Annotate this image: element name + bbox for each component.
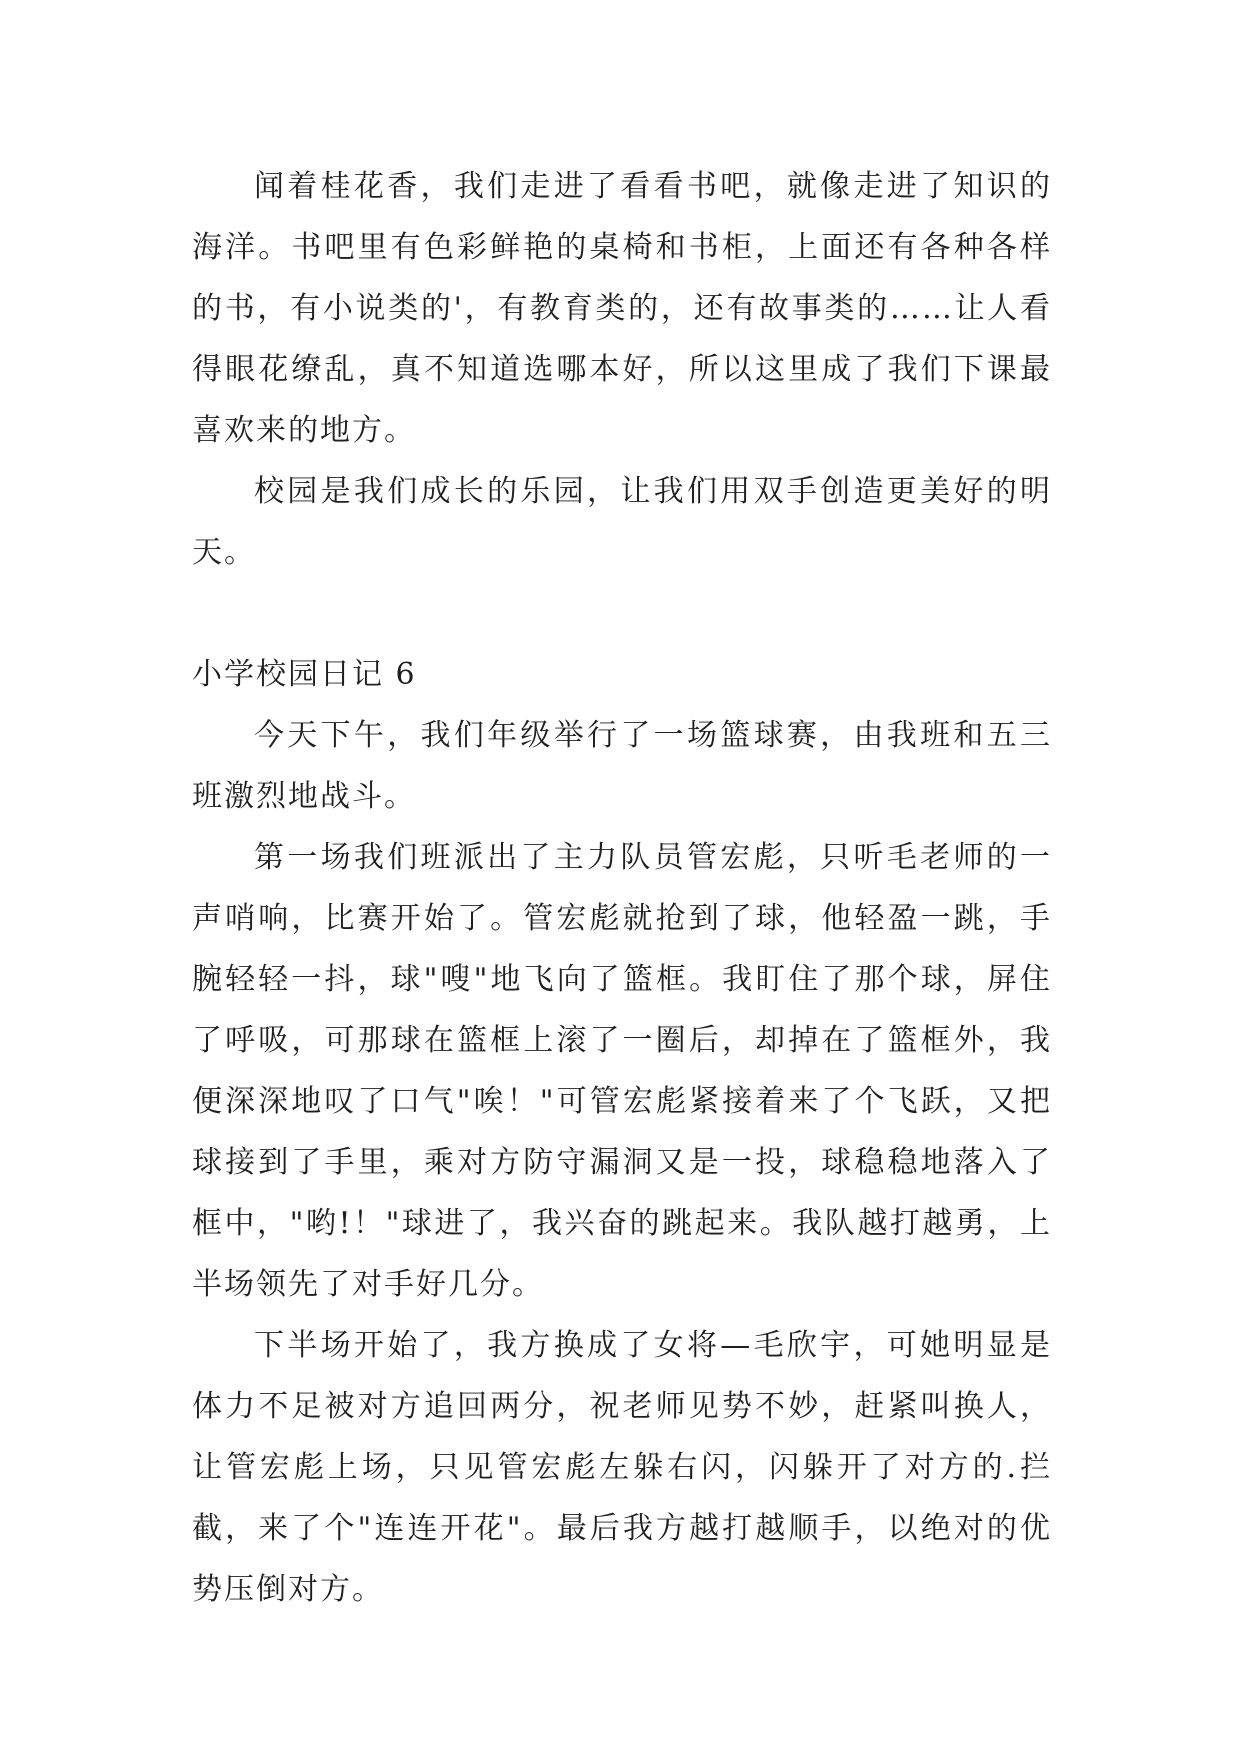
paragraph: 下半场开始了，我方换成了女将—毛欣宇，可她明显是体力不足被对方追回两分，祝老师见势不妙，赶紧叫换人，让管宏彪上场，只见管宏彪左躲右闪，闪躲开了对方的.拦截，来了个"连连开花"。最后我方越打越顺手，以绝对的优势压倒对方。 — [192, 1328, 1052, 1607]
paragraph: 闻着桂花香，我们走进了看看书吧，就像走进了知识的海洋。书吧里有色彩鲜艳的桌椅和书柜，上面还有各种各样的书，有小说类的'，有教育类的，还有故事类的……让人看得眼花缭乱，真不知道选哪本好，所以这里成了我们下课最喜欢来的地方。 — [192, 169, 1052, 448]
paragraph: 今天下午，我们年级举行了一场篮球赛，由我班和五三班激烈地战斗。 — [192, 718, 1052, 814]
paragraph: 第一场我们班派出了主力队员管宏彪，只听毛老师的一声哨响，比赛开始了。管宏彪就抢到了球，他轻盈一跳，手腕轻轻一抖，球"嗖"地飞向了篮框。我盯住了那个球，屏住了呼吸，可那球在篮框上滚了一圈后，却掉在了篮框外，我便深深地叹了口气"唉！"可管宏彪紧接着来了个飞跃，又把球接到了手里，乘对方防守漏洞又是一投，球稳稳地落入了框中，"哟!！"球进了，我兴奋的跳起来。我队越打越勇，上半场领先了对手好几分。 — [192, 840, 1052, 1302]
section-title: 小学校园日记 6 — [192, 657, 417, 692]
section-spacer — [192, 583, 1052, 644]
document-body — [192, 156, 1052, 1620]
paragraph: 校园是我们成长的乐园，让我们用双手创造更美好的明天。 — [192, 474, 1052, 570]
